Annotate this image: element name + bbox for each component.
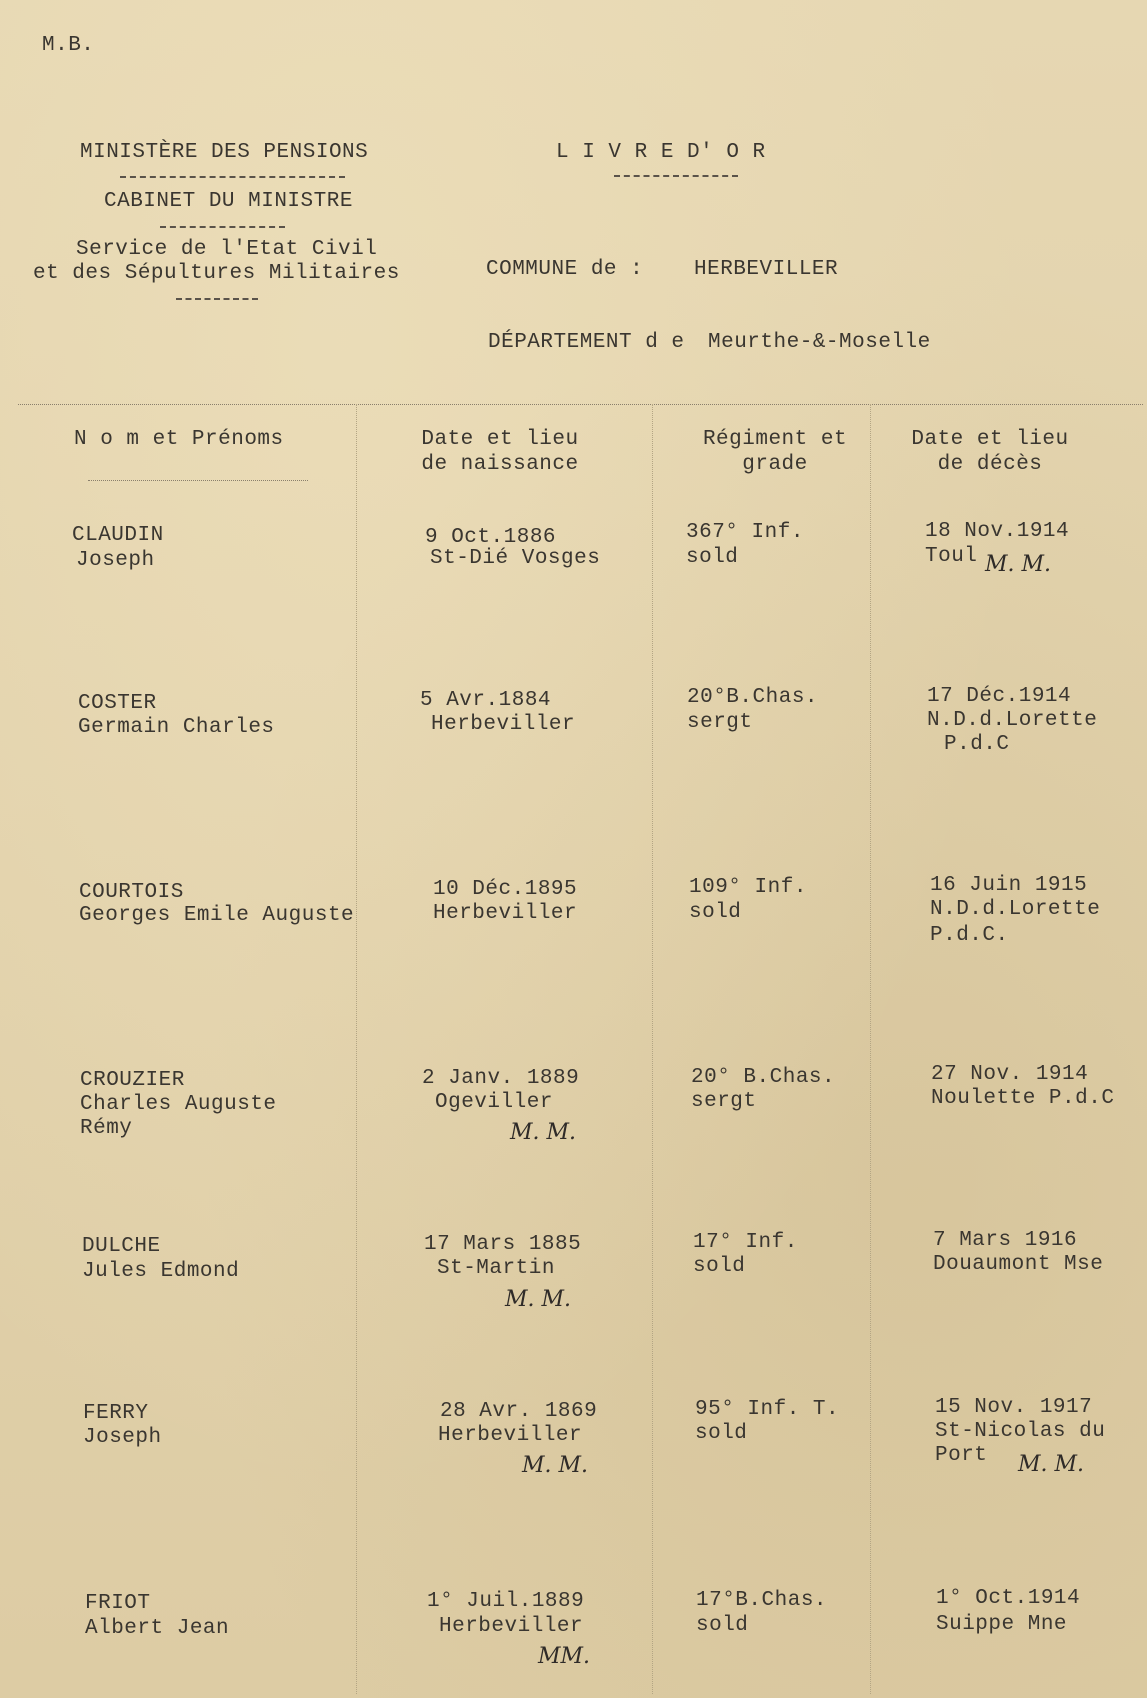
birth-place: Ogeviller: [435, 1091, 553, 1114]
birth-place: St-Martin: [437, 1257, 555, 1280]
column-divider: [356, 404, 357, 1694]
death-date: 7 Mars 1916: [933, 1229, 1078, 1252]
birth-date: 9 Oct.1886: [425, 526, 557, 549]
grade: sold: [696, 1614, 749, 1637]
surname: FERRY: [83, 1402, 149, 1425]
header-name: N o m et Prénoms: [74, 428, 284, 451]
header-death-2: de décès: [937, 453, 1043, 476]
given-names: Joseph: [83, 1426, 162, 1449]
death-place-line-2: Port: [935, 1444, 988, 1467]
header-death-1: Date et lieu: [911, 428, 1069, 451]
grade: sold: [693, 1255, 746, 1278]
given-names: Georges Emile Auguste: [79, 904, 355, 927]
table-top-rule: [18, 404, 1143, 405]
death-place: Noulette P.d.C: [931, 1087, 1115, 1110]
surname: CLAUDIN: [72, 524, 164, 547]
ministry-line-2: CABINET DU MINISTRE: [104, 190, 353, 213]
given-names: Albert Jean: [85, 1617, 230, 1640]
regiment: 367° Inf.: [686, 521, 804, 544]
grade: sold: [686, 546, 739, 569]
handwritten-initials: MM.: [538, 1644, 591, 1669]
death-place: Douaumont Mse: [933, 1253, 1104, 1276]
death-place: N.D.d.Lorette: [930, 898, 1101, 921]
surname: COSTER: [78, 692, 157, 715]
death-place-line-2: P.d.C: [944, 733, 1010, 756]
departement-label: DÉPARTEMENT d e: [488, 331, 685, 354]
header-regiment-1: Régiment et: [702, 428, 848, 451]
ministry-line-4: et des Sépultures Militaires: [33, 262, 400, 285]
death-date: 16 Juin 1915: [930, 874, 1088, 897]
document-title: L I V R E D' O R: [556, 141, 766, 164]
death-place: St-Nicolas du: [935, 1420, 1106, 1443]
regiment: 17°B.Chas.: [696, 1589, 828, 1612]
stamp-initials: M.B.: [42, 34, 95, 57]
birth-date: 10 Déc.1895: [433, 878, 578, 901]
surname: FRIOT: [85, 1592, 151, 1615]
given-names: Charles Auguste: [80, 1093, 277, 1116]
grade: sold: [695, 1422, 748, 1445]
column-divider: [652, 404, 653, 1694]
divider: [160, 226, 285, 228]
death-date: 18 Nov.1914: [925, 520, 1070, 543]
birth-place: Herbeviller: [439, 1615, 584, 1638]
ministry-line-1: MINISTÈRE DES PENSIONS: [80, 141, 369, 164]
birth-place: Herbeviller: [438, 1424, 583, 1447]
grade: sergt: [687, 711, 753, 734]
birth-place: Herbeviller: [433, 902, 578, 925]
regiment: 20°B.Chas.: [687, 686, 819, 709]
commune-label: COMMUNE de :: [486, 258, 644, 281]
handwritten-initials: M. M.: [505, 1287, 572, 1312]
birth-place: Herbeviller: [431, 713, 576, 736]
header-regiment-2: grade: [742, 453, 808, 476]
grade: sergt: [691, 1090, 757, 1113]
birth-date: 17 Mars 1885: [424, 1233, 582, 1256]
title-underline: [614, 175, 738, 177]
death-date: 15 Nov. 1917: [935, 1396, 1093, 1419]
departement-value: Meurthe-&-Moselle: [708, 331, 931, 354]
surname: CROUZIER: [80, 1069, 185, 1092]
death-place-line-2: P.d.C.: [930, 924, 1009, 947]
handwritten-initials: M. M.: [510, 1120, 577, 1145]
regiment: 95° Inf. T.: [695, 1398, 840, 1421]
birth-date: 1° Juil.1889: [427, 1590, 585, 1613]
commune-value: HERBEVILLER: [694, 258, 839, 281]
death-place: N.D.d.Lorette: [927, 709, 1098, 732]
birth-date: 2 Janv. 1889: [422, 1067, 580, 1090]
given-names: Joseph: [76, 549, 155, 572]
column-divider: [870, 404, 871, 1694]
death-date: 1° Oct.1914: [936, 1587, 1081, 1610]
divider: [120, 176, 345, 178]
divider: [176, 298, 258, 300]
given-names: Germain Charles: [78, 716, 275, 739]
header-underline: [88, 480, 308, 481]
handwritten-initials: M. M.: [1018, 1452, 1085, 1477]
surname: DULCHE: [82, 1235, 161, 1258]
birth-place: St-Dié Vosges: [430, 547, 601, 570]
header-birth-1: Date et lieu: [421, 428, 579, 451]
regiment: 109° Inf.: [689, 876, 807, 899]
handwritten-initials: M. M.: [985, 552, 1052, 577]
grade: sold: [689, 901, 742, 924]
death-place: Suippe Mne: [936, 1613, 1068, 1636]
header-birth-2: de naissance: [421, 453, 579, 476]
surname: COURTOIS: [79, 881, 184, 904]
death-date: 17 Déc.1914: [927, 685, 1072, 708]
regiment: 20° B.Chas.: [691, 1066, 836, 1089]
regiment: 17° Inf.: [693, 1231, 798, 1254]
birth-date: 28 Avr. 1869: [440, 1400, 598, 1423]
death-place: Toul: [925, 545, 978, 568]
given-names-line-2: Rémy: [80, 1117, 133, 1140]
handwritten-initials: M. M.: [522, 1453, 589, 1478]
death-date: 27 Nov. 1914: [931, 1063, 1089, 1086]
birth-date: 5 Avr.1884: [420, 689, 552, 712]
ministry-line-3: Service de l'Etat Civil: [76, 238, 378, 261]
given-names: Jules Edmond: [82, 1260, 240, 1283]
